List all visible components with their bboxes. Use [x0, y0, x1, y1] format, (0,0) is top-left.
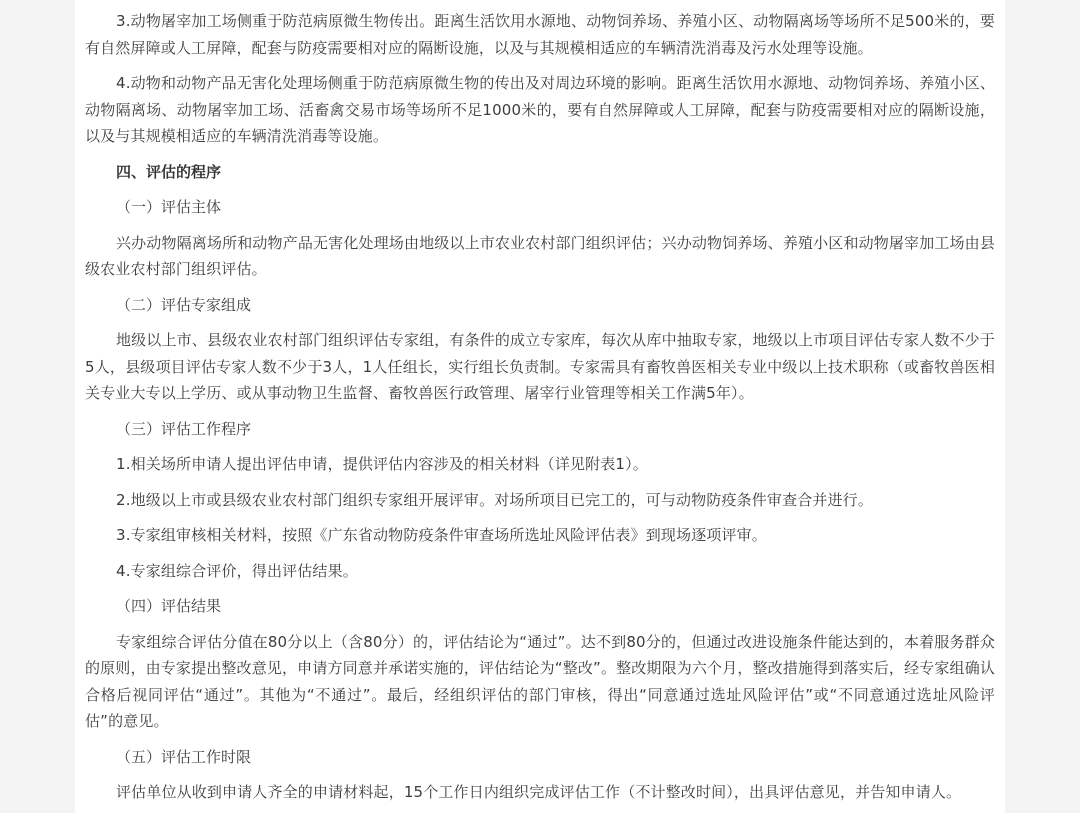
subheading-evaluation-subject: （一）评估主体: [116, 198, 222, 216]
subheading-time-limit: （五）评估工作时限: [116, 747, 252, 766]
subheading-evaluation-result: （四）评估结果: [116, 597, 222, 615]
paragraph-expert-composition: 地级以上市、县级农业农村部门组织评估专家组，有条件的成立专家库，每次从库中抽取专家，地级以上市项目评估专家人数不少于5人，县级项目评估专家人数不少于3人，1人任组长，实行组长负责制。专家需具有畜牧兽医相关专业中级以上技术职称（或畜牧兽医相关专业大专以上学历、或从事动物卫生监督、畜牧兽医行政管理、屠宰行业管理等相关工作满5年）。: [85, 331, 995, 402]
subheading-expert-composition: （二）评估专家组成: [116, 295, 252, 314]
article-body: [75, 0, 1005, 813]
paragraph-procedure-step-3: 3.专家组审核相关材料，按照《广东省动物防疫条件审查场所选址风险评估表》到现场逐项评审。: [116, 526, 767, 544]
paragraph-time-limit: 评估单位从收到申请人齐全的申请材料起，15个工作日内组织完成评估工作（不计整改时间），出具评估意见，并告知申请人。: [116, 783, 962, 801]
paragraph-slaughterhouse-requirements: 3.动物屠宰加工场侧重于防范病原微生物传出。距离生活饮用水源地、动物饲养场、养殖小区、动物隔离场等场所不足500米的，要有自然屏障或人工屏障，配套与防疫需要相对应的隔断设施，以及与其规模相适应的车辆清洗消毒及污水处理等设施。: [85, 12, 995, 57]
paragraph-evaluation-subject: 兴办动物隔离场所和动物产品无害化处理场由地级以上市农业农村部门组织评估；兴办动物饲养场、养殖小区和动物屠宰加工场由县级农业农村部门组织评估。: [85, 233, 995, 278]
subheading-work-procedure: （三）评估工作程序: [116, 419, 252, 438]
paragraph-procedure-step-2: 2.地级以上市或县级农业农村部门组织专家组开展评审。对场所项目已完工的，可与动物防疫条件审查合并进行。: [116, 490, 873, 509]
paragraph-procedure-step-4: 4.专家组综合评价，得出评估结果。: [116, 561, 358, 580]
section-heading-evaluation-procedure: 四、评估的程序: [116, 162, 222, 181]
paragraph-procedure-step-1: 1.相关场所申请人提出评估申请，提供评估内容涉及的相关材料（详见附表1）。: [116, 455, 648, 473]
paragraph-harmless-treatment-requirements: 4.动物和动物产品无害化处理场侧重于防范病原微生物的传出及对周边环境的影响。距离生活饮用水源地、动物饲养场、养殖小区、动物隔离场、动物屠宰加工场、活畜禽交易市场等场所不足1000米的，要有自然屏障或人工屏障，配套与防疫需要相对应的隔断设施，以及与其规模相适应的车辆清洗消毒等设施。: [85, 74, 995, 145]
paragraph-evaluation-result: 专家组综合评估分值在80分以上（含80分）的，评估结论为“通过”。达不到80分的，但通过改进设施条件能达到的，本着服务群众的原则，由专家提出整改意见，申请方同意并承诺实施的，评估结论为“整改”。整改期限为六个月，整改措施得到落实后，经专家组确认合格后视同评估“通过”。其他为“不通过”。最后，经组织评估的部门审核，得出“同意通过选址风险评估”或“不同意通过选址风险评估”的意见。: [85, 632, 995, 730]
